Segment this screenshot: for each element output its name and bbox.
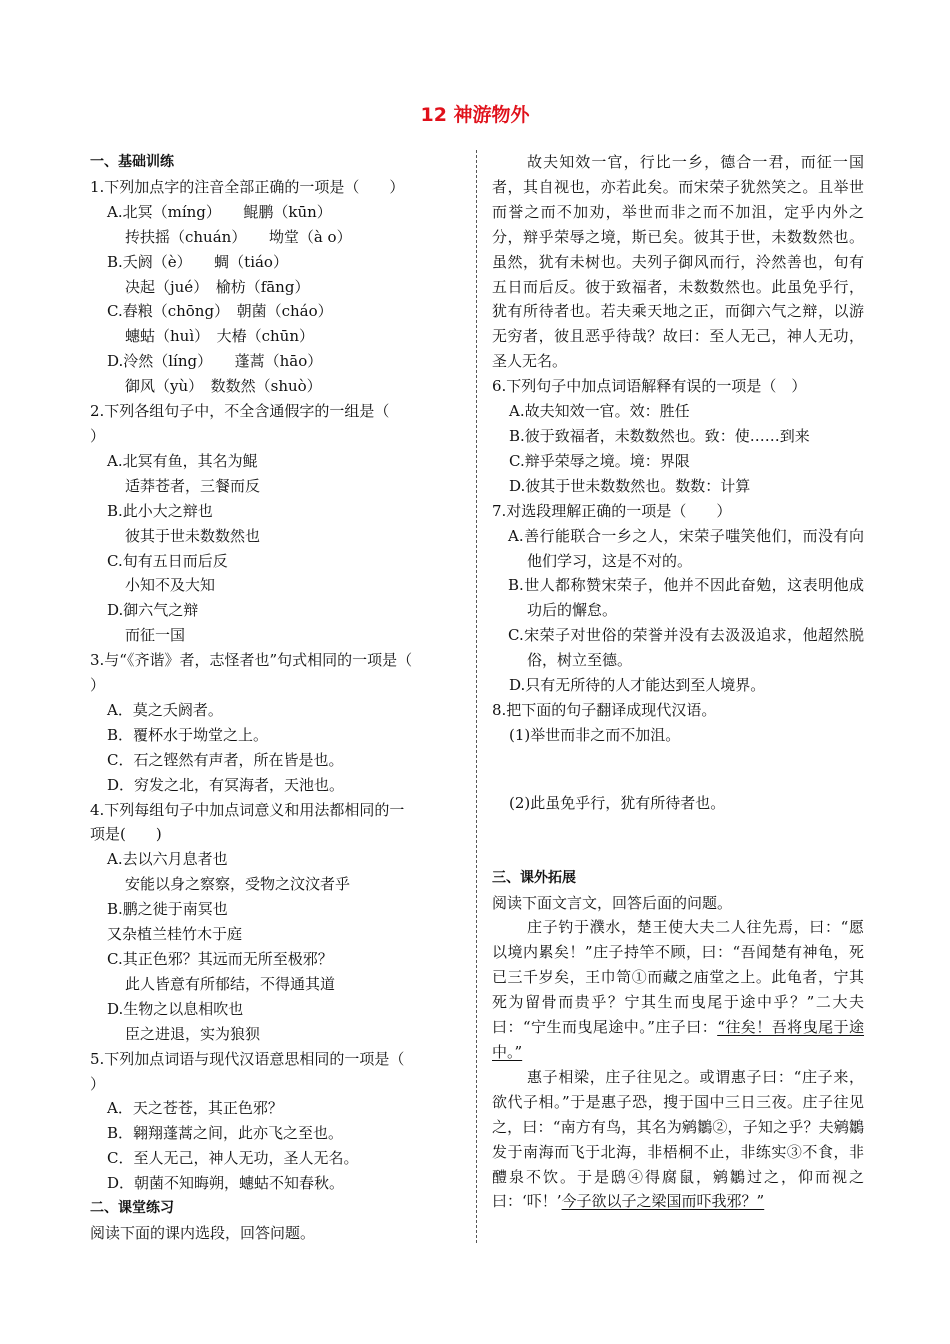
exercise-line: B.世人都称赞宋荣子，他并不因此奋勉，这表明他成功后的懈怠。	[508, 576, 864, 620]
exercise-line: 蟪蛄（huì） 大椿（chūn）	[125, 327, 315, 346]
passage-xiaoyaoyou: 故夫知效一官，行比一乡，德合一君，而征一国者，其自视也，亦若此矣。而宋荣子犹然笑之。且举世而誉之而不加劝，举世而非之而不加沮，定乎内外之分，辩乎荣辱之境，斯已矣。彼其于世，未数数然也。虽然，犹有未树也。夫列子御风而行，泠然善也，旬有五日而后反。彼于致福者，未数数然也。此虽免乎行，犹有所待者也。若夫乘天地之正，而御六气之辩，以游无穷者，彼且恶乎待哉？故曰：至人无己，神人无功，圣人无名。	[492, 153, 864, 371]
page-title: 12 神游物外	[420, 104, 530, 126]
exercise-line: 项是( )	[90, 825, 162, 844]
exercise-line: 而征一国	[125, 626, 186, 645]
exercise-line: 2.下列各组句子中，不全含通假字的一组是（	[90, 402, 390, 421]
exercise-line: D.彼其于世未数数然也。数数：计算	[509, 476, 751, 495]
exercise-line: A.北冥有鱼，其名为鲲	[107, 451, 258, 470]
question-list-right	[492, 374, 864, 723]
exercise-line: 3.与“《齐谐》者，志怪者也”句式相同的一项是（	[90, 651, 413, 670]
answer-space-2[interactable]	[492, 816, 864, 866]
section-heading: 一、基础训练	[90, 154, 174, 170]
exercise-line: 御风（yù） 数数然（shuò）	[125, 377, 322, 396]
passage-text: 庄子钓于濮水，楚王使大夫二人往先焉，曰：“愿以境内累矣！”庄子持竿不顾，曰：“吾闻楚有神龟，死已三千岁矣，王巾笥①而藏之庙堂之上。此龟者，宁其死为留骨而贵乎？宁其生而曳尾于途中乎？”二大夫曰：“宁生而曳尾途中。”庄子曰：	[492, 918, 864, 1037]
exercise-line: 7.对选段理解正确的一项是（ ）	[492, 501, 732, 520]
exercise-line: B．覆杯水于坳堂之上。	[107, 725, 269, 744]
exercise-line: 彼其于世未数数然也	[125, 526, 261, 545]
exercise-line: 8.把下面的句子翻译成现代汉语。	[492, 700, 717, 719]
section-heading: 二、课堂练习	[90, 1200, 174, 1217]
exercise-line: A．莫之夭阏者。	[107, 700, 223, 719]
passage-huizi-liang	[492, 1065, 864, 1214]
passage-text: 惠子相梁，庄子往见之。或谓惠子曰：“庄子来，欲代子相。”于是惠子恐，搜于国中三日三夜。庄子往见之，曰：“南方有鸟，其名为鹓鶵②，子知之乎？夫鹓鶵发于南海而飞于北海，非梧桐不止，非练实③不食，非醴泉不饮。于是鸱④得腐鼠，鹓鶵过之，仰而视之曰：‘吓！’	[492, 1067, 864, 1211]
exercise-line: 1.下列加点字的注音全部正确的一项是（ ）	[90, 177, 405, 196]
column-divider	[476, 150, 477, 1243]
exercise-line: 小知不及大知	[125, 576, 216, 595]
exercise-line: 又杂植兰桂竹木于庭	[107, 925, 243, 944]
exercise-line: ）	[90, 426, 106, 445]
exercise-line: A．天之苍苍，其正色邪？	[107, 1099, 283, 1118]
exercise-line: D．穷发之北，有冥海者，天池也。	[107, 775, 345, 794]
exercise-line: ）	[90, 1074, 106, 1093]
left-column	[90, 150, 468, 1246]
exercise-line: 5.下列加点词语与现代汉语意思相同的一项是（	[90, 1049, 405, 1068]
exercise-line: 此人皆意有所郁结，不得通其道	[125, 974, 336, 993]
exercise-line: B.彼于致福者，未数数然也。致：使……到来	[509, 426, 810, 445]
translation-item-1: (1)举世而非之而不加沮。	[509, 725, 681, 744]
exercise-line: C．石之铿然有声者，所在皆是也。	[107, 750, 344, 769]
section-intro: 阅读下面文言文，回答后面的问题。	[492, 893, 733, 912]
exercise-line: A.故夫知效一官。效：胜任	[509, 402, 690, 421]
translation-item-2: (2)此虽免乎行，犹有所待者也。	[509, 793, 726, 812]
exercise-line: 抟扶摇（chuán） 坳堂（à o）	[125, 227, 352, 246]
exercise-line: A.去以六月息者也	[107, 850, 228, 869]
exercise-line: B．翱翔蓬蒿之间，此亦飞之至也。	[107, 1124, 344, 1143]
right-column	[492, 150, 864, 1214]
exercise-line: C.舂粮（chōng） 朝菌（cháo）	[107, 302, 333, 321]
exercise-line: C.其正色邪？其远而无所至极邪？	[107, 950, 333, 968]
exercise-line: A.北冥（míng） 鲲鹏（kūn）	[107, 202, 332, 221]
exercise-line: 阅读下面的课内选段，回答问题。	[90, 1223, 316, 1242]
exercise-line: A.善行能联合一乡之人，宋荣子嗤笑他们，而没有向他们学习，这是不对的。	[508, 526, 864, 570]
exercise-line: 决起（jué） 榆枋（fāng）	[125, 277, 310, 296]
exercise-line: B.此小大之辩也	[107, 501, 213, 520]
exercise-line: 臣之进退，实为狼狈	[125, 1024, 261, 1043]
exercise-line: 6.下列句子中加点词语解释有误的一项是（ ）	[492, 377, 807, 396]
underlined-sentence: 今子欲以子之梁国而吓我邪？”	[561, 1192, 765, 1211]
exercise-line: D.泠然（líng） 蓬蒿（hāo）	[107, 352, 323, 371]
exercise-line: C．至人无己，神人无功，圣人无名。	[107, 1149, 359, 1168]
section-heading-extension: 三、课外拓展	[492, 869, 576, 886]
exercise-line: ）	[90, 676, 106, 695]
underlined-sentence: “往矣！吾将曳尾于途中。”	[492, 1018, 865, 1061]
answer-space-1[interactable]	[492, 748, 864, 791]
exercise-line: 适莽苍者，三餐而反	[125, 476, 261, 495]
exercise-line: D.只有无所待的人才能达到至人境界。	[509, 676, 766, 695]
exercise-line: D.御六气之辩	[107, 601, 199, 620]
exercise-line: D.生物之以息相吹也	[107, 999, 244, 1018]
exercise-line: B.鹏之徙于南冥也	[107, 900, 228, 919]
exercise-line: C.辩乎荣辱之境。境：界限	[509, 451, 690, 470]
exercise-line: 安能以身之察察，受物之汶汶者乎	[125, 875, 351, 894]
exercise-line: D．朝菌不知晦朔，蟪蛄不知春秋。	[107, 1174, 345, 1193]
exercise-line: 4.下列每组句子中加点词意义和用法都相同的一	[90, 800, 405, 819]
passage-zhuangzi-fishing	[492, 915, 864, 1064]
exercise-line: B.夭阏（è） 蜩（tiáo）	[107, 252, 288, 271]
exercise-line: C.宋荣子对世俗的荣誉并没有去汲汲追求，他超然脱俗，树立至德。	[508, 626, 864, 670]
exercise-line: C.旬有五日而后反	[107, 551, 228, 570]
